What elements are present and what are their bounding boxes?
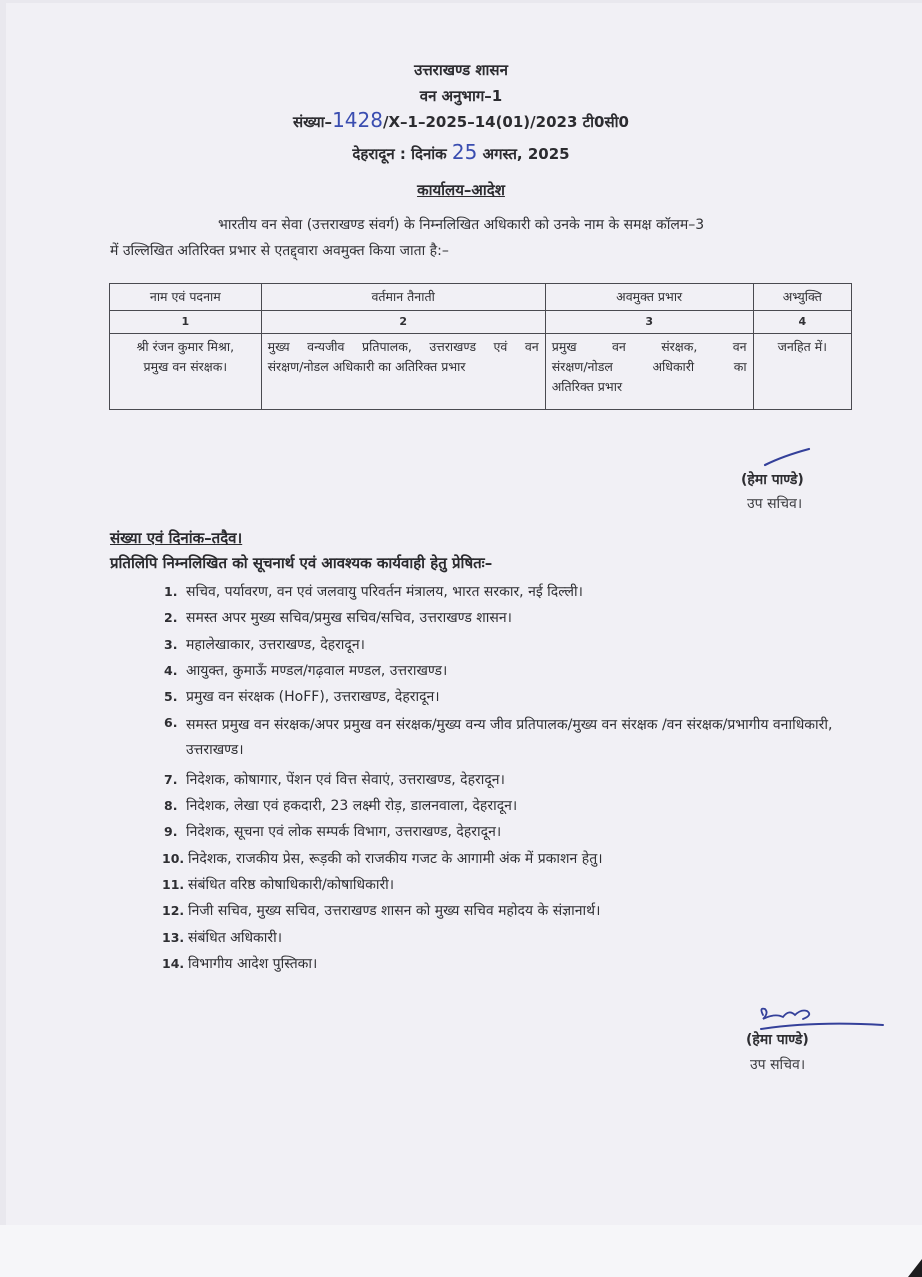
- list-item: 2. समस्त अपर मुख्य सचिव/प्रमुख सचिव/सचिव, उत्तराखण्ड शासन।: [164, 610, 512, 627]
- signatory-designation-2: उप सचिव।: [750, 1057, 806, 1073]
- date-prefix: देहरादून : दिनांक: [352, 145, 447, 163]
- order-table: [109, 283, 852, 410]
- order-paragraph-line-2: में उल्लिखित अतिरिक्त प्रभार से एतद्द्वारा अवमुक्त किया जाता है:–: [110, 243, 449, 259]
- government-title: उत्तराखण्ड शासन: [414, 61, 508, 79]
- distribution-list: [164, 582, 864, 980]
- header-released-charge: अवमुक्त प्रभार: [545, 284, 753, 311]
- header-current-posting: वर्तमान तैनाती: [261, 284, 545, 311]
- list-item: 13. संबंधित अधिकारी।: [162, 929, 283, 946]
- list-item: 7. निदेशक, कोषागार, पेंशन एवं वित्त सेवाएं, उत्तराखण्ड, देहरादून।: [164, 771, 505, 788]
- signatory-name-2: (हेमा पाण्डे): [746, 1032, 809, 1048]
- table-header-row: [110, 284, 852, 311]
- cell-remarks: जनहित में।: [753, 334, 851, 410]
- list-item: 11. संबंधित वरिष्ठ कोषाधिकारी/कोषाधिकारी।: [162, 876, 395, 893]
- list-item: 9. निदेशक, सूचना एवं लोक सम्पर्क विभाग, उत्तराखण्ड, देहरादून।: [164, 824, 502, 841]
- cell-current-posting: [261, 334, 545, 410]
- section-title: वन अनुभाग–1: [419, 87, 503, 105]
- signature-stroke-1: [763, 446, 813, 468]
- list-item: 4. आयुक्त, कुमाऊँ मण्डल/गढ़वाल मण्डल, उत्तराखण्ड।: [164, 662, 448, 679]
- list-item: 5. प्रमुख वन संरक्षक (HoFF), उत्तराखण्ड, देहरादून।: [164, 689, 440, 706]
- current-posting-line-2: संरक्षण/नोडल अधिकारी का अतिरिक्त प्रभार: [267, 359, 466, 374]
- copy-reference-line: संख्या एवं दिनांक–तदैव।: [110, 529, 243, 547]
- page-bottom-edge: [0, 1225, 922, 1277]
- officer-designation: प्रमुख वन संरक्षक।: [143, 359, 228, 374]
- cell-released-charge: [545, 334, 753, 410]
- list-item: 8. निदेशक, लेखा एवं हकदारी, 23 लक्ष्मी रोड़, डालनवाला, देहरादून।: [164, 798, 518, 815]
- released-charge-line-1: प्रमुख वन संरक्षक, वन: [551, 339, 747, 354]
- table-column-number-row: [110, 311, 852, 334]
- column-number-3: 3: [545, 311, 753, 334]
- handwritten-ref-number: 1428: [332, 108, 383, 132]
- handwritten-date-day: 25: [451, 140, 478, 164]
- reference-number: [0, 108, 922, 132]
- column-number-4: 4: [753, 311, 851, 334]
- signatory-name-1: (हेमा पाण्डे): [741, 472, 804, 488]
- date-suffix: अगस्त, 2025: [482, 145, 570, 163]
- list-item: 1. सचिव, पर्यावरण, वन एवं जलवायु परिवर्तन मंत्रालय, भारत सरकार, नई दिल्ली।: [164, 584, 583, 600]
- document-date: [0, 140, 922, 164]
- cell-name-designation: [110, 334, 262, 410]
- copy-intro: प्रतिलिपि निम्नलिखित को सूचनार्थ एवं आवश्यक कार्यवाही हेतु प्रेषितः–: [110, 554, 493, 572]
- scan-corner: [908, 1259, 922, 1277]
- ref-suffix: /X–1–2025–14(01)/2023 टी0सी0: [382, 113, 629, 131]
- column-number-2: 2: [261, 311, 545, 334]
- signatory-designation-1: उप सचिव।: [747, 496, 803, 512]
- current-posting-line-1: मुख्य वन्यजीव प्रतिपालक, उत्तराखण्ड एवं वन: [267, 339, 539, 354]
- list-item: 6. समस्त प्रमुख वन संरक्षक/अपर प्रमुख वन संरक्षक/मुख्य वन्य जीव प्रतिपालक/मुख्य वन संरक्षक /वन संरक्षक/प्रभागीय वनाधिकारी, उत्तराखण्ड।: [164, 715, 833, 759]
- list-item: 14. विभागीय आदेश पुस्तिका।: [162, 955, 318, 972]
- header-name-designation: नाम एवं पदनाम: [110, 284, 262, 311]
- released-charge-line-2: संरक्षण/नोडल अधिकारी का: [551, 359, 747, 374]
- released-charge-line-3: अतिरिक्त प्रभार: [551, 379, 623, 394]
- header-remarks: अभ्युक्ति: [753, 284, 851, 311]
- list-item: 10. निदेशक, राजकीय प्रेस, रूड़की को राजकीय गजट के आगामी अंक में प्रकाशन हेतु।: [162, 850, 603, 867]
- order-title: कार्यालय–आदेश: [417, 181, 505, 199]
- column-number-1: 1: [110, 311, 262, 334]
- table-row: [110, 334, 852, 410]
- order-paragraph-line-1: भारतीय वन सेवा (उत्तराखण्ड संवर्ग) के निम्नलिखित अधिकारी को उनके नाम के समक्ष कॉलम–3: [218, 217, 705, 233]
- ref-prefix: संख्या–: [293, 113, 333, 131]
- officer-name: श्री रंजन कुमार मिश्रा,: [136, 339, 235, 354]
- list-item: 3. महालेखाकार, उत्तराखण्ड, देहरादून।: [164, 636, 365, 653]
- list-item: 12. निजी सचिव, मुख्य सचिव, उत्तराखण्ड शासन को मुख्य सचिव महोदय के संज्ञानार्थ।: [162, 903, 601, 920]
